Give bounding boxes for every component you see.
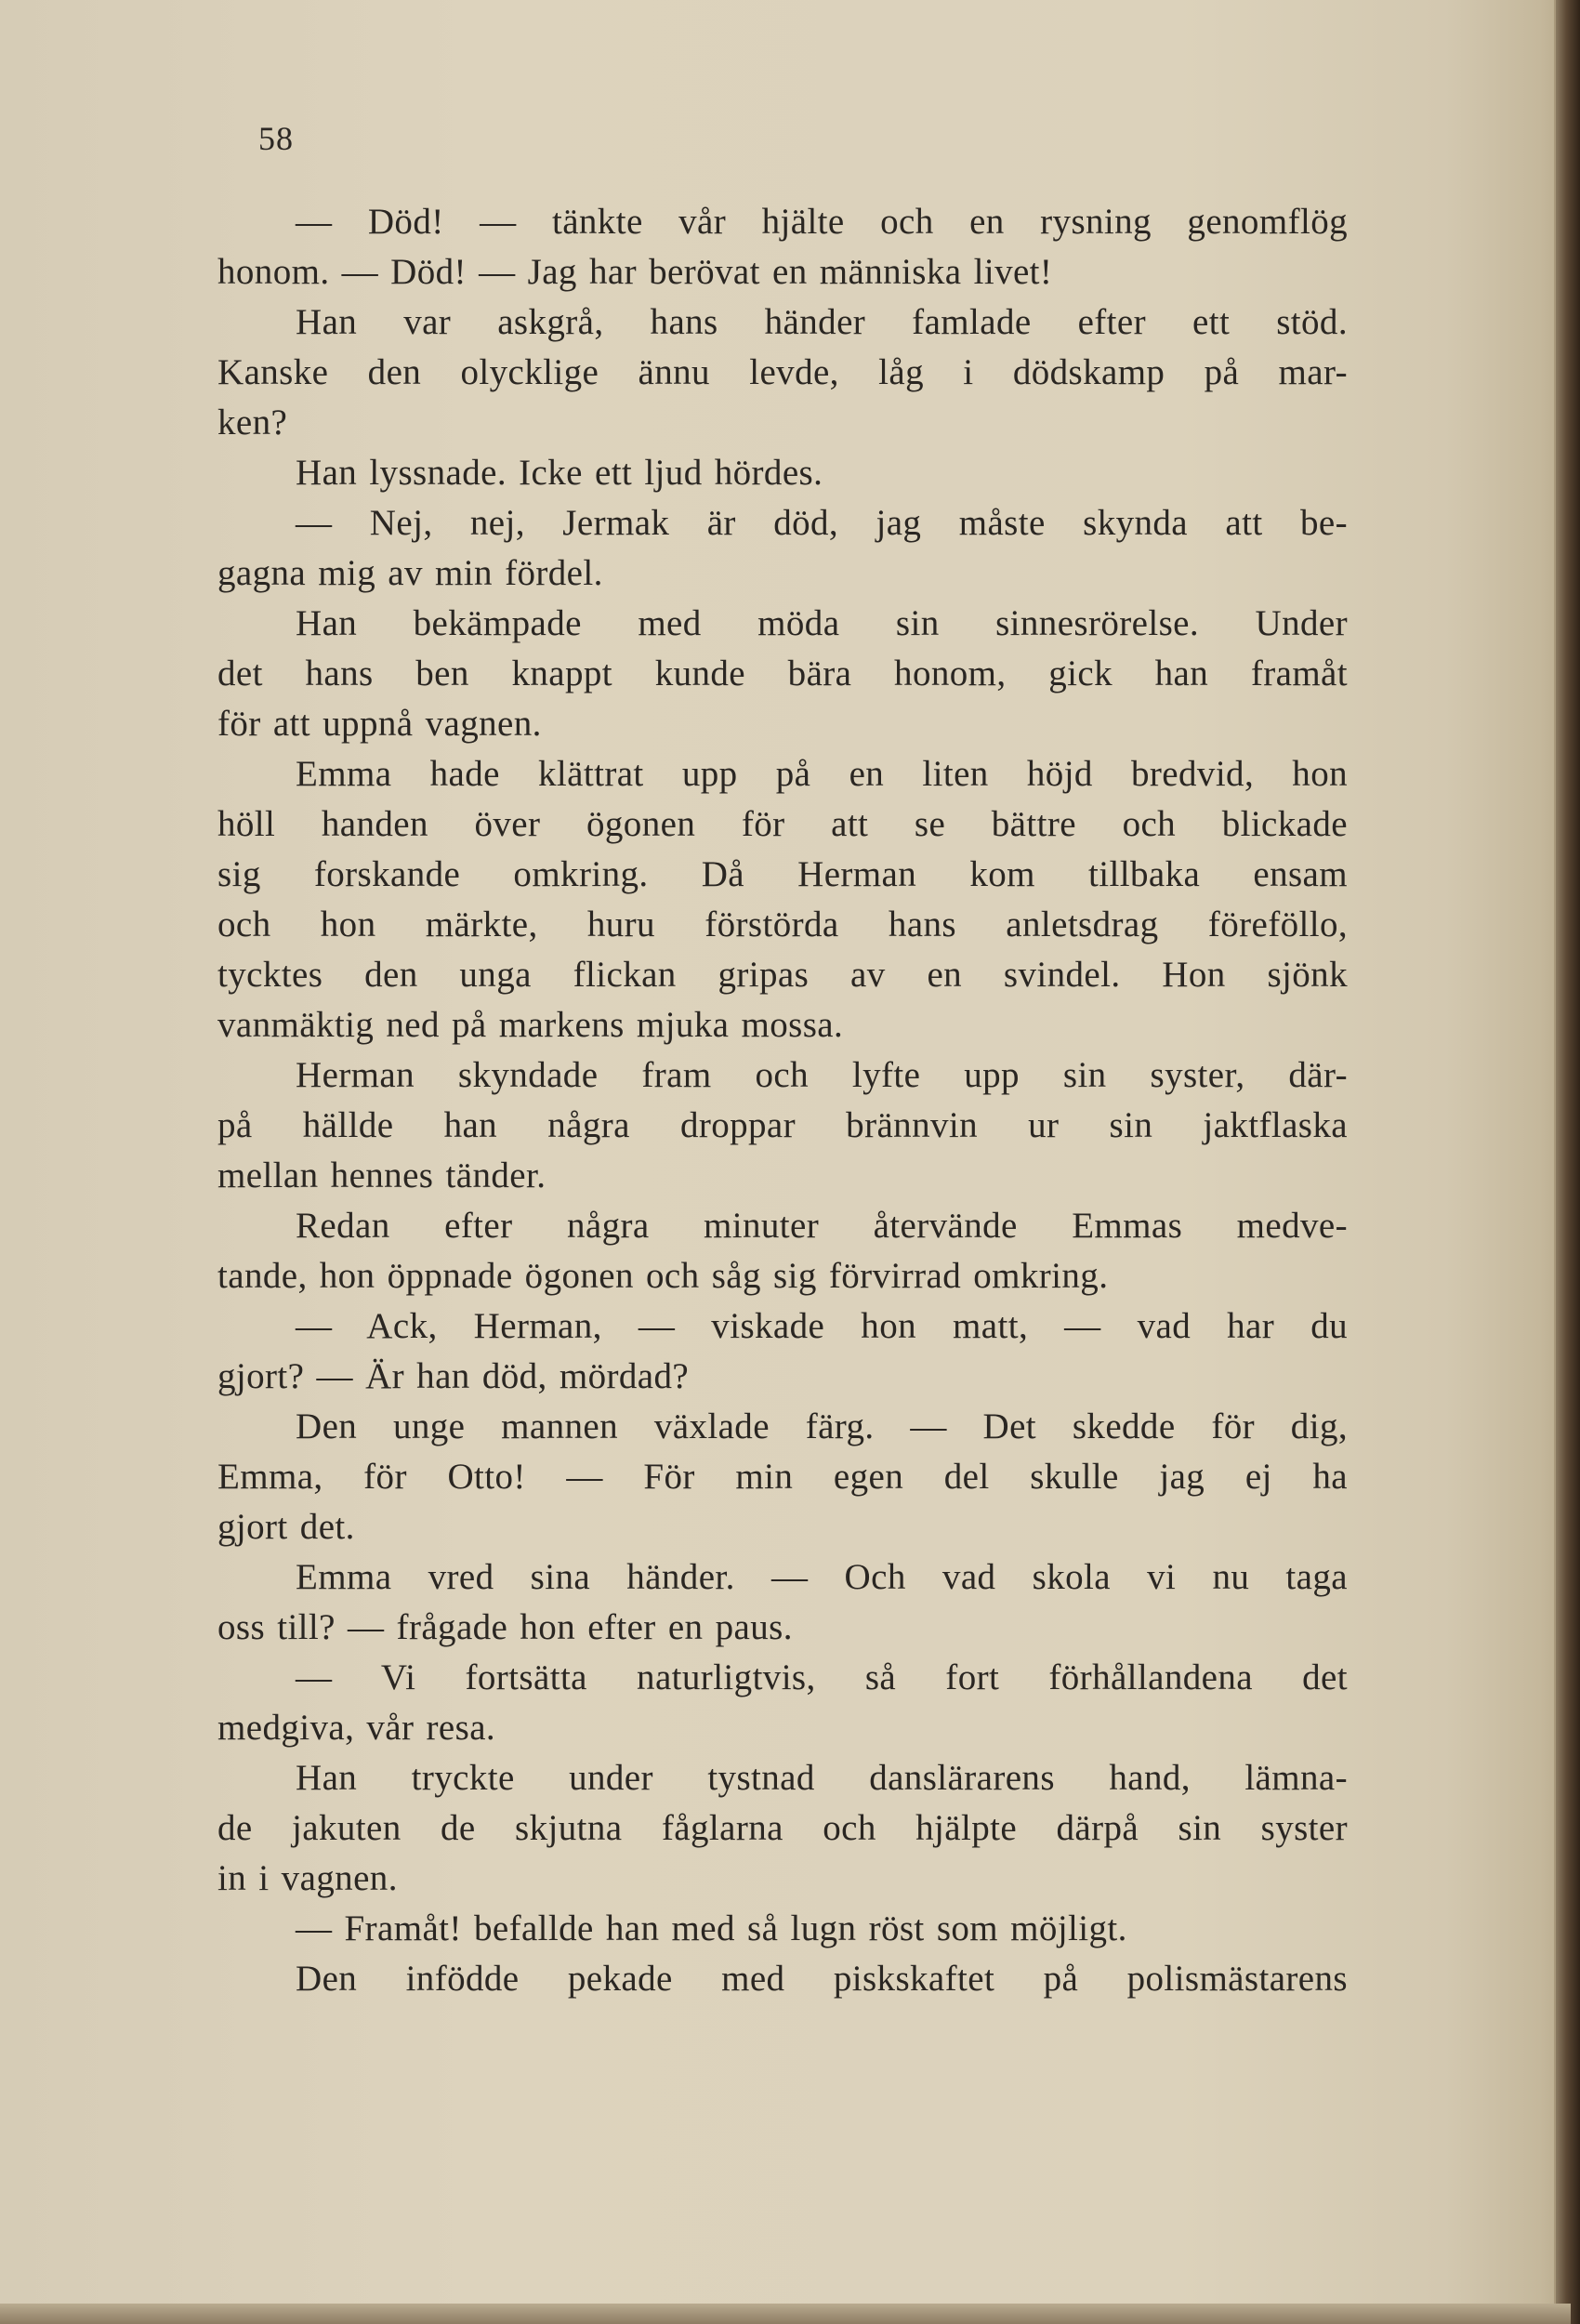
- text-line: gagna mig av min fördel.: [217, 553, 603, 593]
- text-line: tande, hon öppnade ögonen och såg sig förvirrad omkring.: [217, 1256, 1109, 1296]
- bottom-page-edge: [0, 2304, 1571, 2324]
- text-line: — Framåt! befallde han med så lugn röst som möjligt.: [296, 1908, 1127, 1948]
- text-line: medgiva, vår resa.: [217, 1708, 496, 1748]
- text-line: och hon märkte, huru förstörda hans anletsdrag föreföllo,: [217, 905, 1348, 944]
- text-line: Kanske den olycklige ännu levde, låg i dödskamp på mar-: [217, 352, 1348, 392]
- binding-shadow: [1556, 0, 1580, 2324]
- text-line: de jakuten de skjutna fåglarna och hjälpte därpå sin syster: [217, 1808, 1348, 1848]
- text-line: på hällde han några droppar brännvin ur sin jaktflaska: [217, 1105, 1348, 1145]
- text-line: Emma vred sina händer. — Och vad skola vi nu taga: [296, 1557, 1348, 1597]
- text-line: — Vi fortsätta naturligtvis, så fort förhållandena det: [296, 1657, 1348, 1697]
- text-line: Han bekämpade med möda sin sinnesrörelse. Under: [296, 603, 1348, 643]
- text-line: ken?: [217, 403, 288, 442]
- text-line: för att uppnå vagnen.: [217, 704, 542, 744]
- text-line: Han lyssnade. Icke ett ljud hördes.: [296, 453, 823, 493]
- text-line: oss till? — frågade hon efter en paus.: [217, 1607, 793, 1647]
- text-line: tycktes den unga flickan gripas av en svindel. Hon sjönk: [217, 955, 1348, 995]
- page-number: 58: [258, 120, 294, 157]
- text-line: Emma hade klättrat upp på en liten höjd bredvid, hon: [296, 754, 1348, 794]
- text-line: gjort det.: [217, 1507, 355, 1547]
- text-line: det hans ben knappt kunde bära honom, gick han framåt: [217, 654, 1348, 693]
- text-line: Redan efter några minuter återvände Emmas medve-: [296, 1206, 1348, 1246]
- text-line: Han var askgrå, hans händer famlade efter ett stöd.: [296, 302, 1348, 342]
- text-line: mellan hennes tänder.: [217, 1155, 546, 1195]
- text-line: — Död! — tänkte vår hjälte och en rysning genomflög: [296, 202, 1348, 242]
- text-line: Han tryckte under tystnad danslärarens hand, lämna-: [296, 1758, 1348, 1798]
- text-line: Herman skyndade fram och lyfte upp sin syster, där-: [296, 1055, 1348, 1095]
- text-line: in i vagnen.: [217, 1858, 398, 1898]
- text-line: sig forskande omkring. Då Herman kom tillbaka ensam: [217, 854, 1348, 894]
- text-line: — Ack, Herman, — viskade hon matt, — vad har du: [296, 1306, 1348, 1346]
- text-line: — Nej, nej, Jermak är död, jag måste skynda att be-: [296, 503, 1348, 543]
- body-text: [217, 197, 1348, 2004]
- text-line: Den unge mannen växlade färg. — Det skedde för dig,: [296, 1406, 1348, 1446]
- text-line: gjort? — Är han död, mördad?: [217, 1356, 690, 1396]
- text-line: Den infödde pekade med piskskaftet på polismästarens: [296, 1959, 1348, 1999]
- text-line: honom. — Död! — Jag har berövat en människa livet!: [217, 252, 1053, 292]
- text-line: höll handen över ögonen för att se bättre och blickade: [217, 804, 1348, 844]
- text-line: Emma, för Otto! — För min egen del skulle jag ej ha: [217, 1457, 1348, 1497]
- text-line: vanmäktig ned på markens mjuka mossa.: [217, 1005, 844, 1045]
